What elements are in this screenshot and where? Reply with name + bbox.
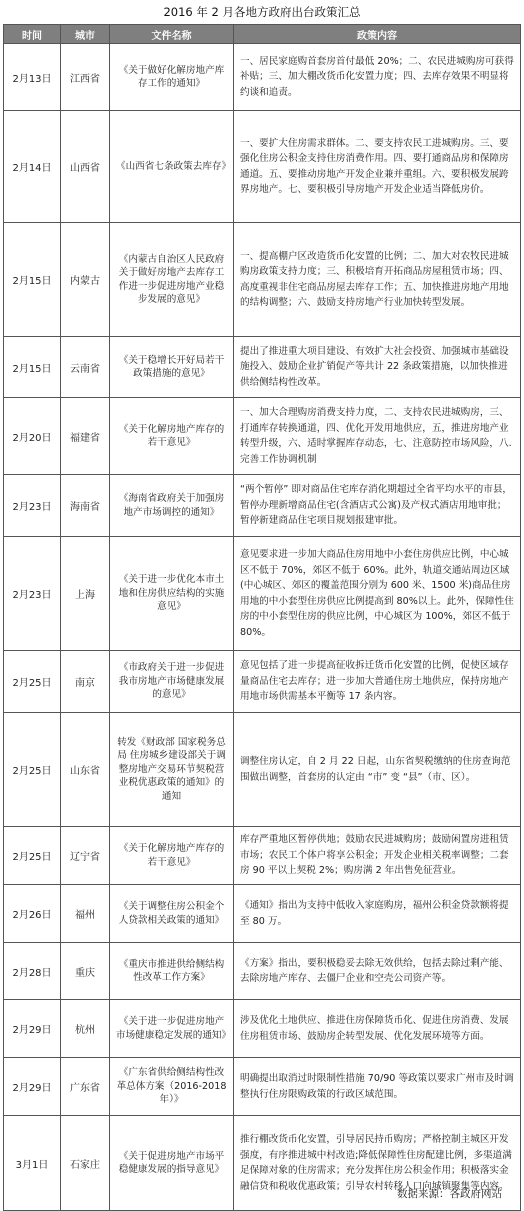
row-date: 2月20日 bbox=[4, 398, 61, 475]
table-row bbox=[4, 885, 521, 943]
table-header bbox=[4, 25, 521, 44]
document-name: 《关于促进房地产市场平稳健康发展的指导意见》 bbox=[118, 1150, 225, 1175]
table-row bbox=[4, 1058, 521, 1116]
row-content bbox=[234, 651, 521, 713]
row-city: 福州 bbox=[61, 885, 110, 943]
row-city: 石家庄 bbox=[61, 1116, 110, 1211]
row-document bbox=[110, 1000, 234, 1058]
row-content bbox=[234, 885, 521, 943]
policy-content: 推行棚改货币化安置，引导居民持币购房；严格控制主城区开发强度，有序推进城中村改造;降低保障性住房配建比例，多渠道满足保障对象的住房需求；充分发挥住房公积金作用；积极落实金融信贷和税收优惠政策；引导农村转移人口向城镇聚集等内容。 bbox=[240, 1134, 512, 1192]
policy-content: 意见要求进一步加大商品住房用地中小套住房供应比例，中心城区不低于 70%，郊区不低于 60%。此外，轨道交通站周边区域(中心城区、郊区的覆盖范围分别为 600 米、1500 米)商品住房用地的中小套型住房供应比例提高到 80%以上。此外，保障性住房的中小套型住房的供应比例，中心城区为 100%，郊区不低于 80%。 bbox=[240, 549, 514, 638]
row-content bbox=[234, 337, 521, 398]
document-name: 《关于化解房地产库存的若干意见》 bbox=[118, 843, 225, 868]
row-city: 云南省 bbox=[61, 337, 110, 398]
row-date: 2月23日 bbox=[4, 537, 61, 651]
row-date: 3月1日 bbox=[4, 1116, 61, 1211]
document-name: 《关于化解房地产库存的若干意见》 bbox=[118, 423, 225, 448]
row-city: 江西省 bbox=[61, 44, 110, 111]
row-date: 2月15日 bbox=[4, 223, 61, 337]
row-date: 2月26日 bbox=[4, 885, 61, 943]
table-row bbox=[4, 44, 521, 111]
row-city: 内蒙古 bbox=[61, 223, 110, 337]
row-document bbox=[110, 537, 234, 651]
policy-content: 《方案》指出，要积极稳妥去除无效供给，包括去除过剩产能、去除房地产库存、去僵尸企业和空壳公司资产等。 bbox=[240, 957, 509, 984]
row-city: 重庆 bbox=[61, 943, 110, 1000]
row-document bbox=[110, 1058, 234, 1116]
table-row bbox=[4, 1000, 521, 1058]
row-content bbox=[234, 537, 521, 651]
row-document bbox=[110, 713, 234, 827]
row-document bbox=[110, 44, 234, 111]
row-date: 2月25日 bbox=[4, 651, 61, 713]
row-city: 杭州 bbox=[61, 1000, 110, 1058]
row-document bbox=[110, 651, 234, 713]
row-city: 山西省 bbox=[61, 111, 110, 223]
table-body bbox=[4, 44, 521, 1211]
table-row bbox=[4, 827, 521, 885]
document-name: 《山西省七条政策去库存》 bbox=[116, 160, 232, 172]
row-document bbox=[110, 827, 234, 885]
table-row bbox=[4, 943, 521, 1000]
document-name: 《内蒙古自治区人民政府关于做好房地产去库存工作进一步促进房地产业稳步发展的意见》 bbox=[118, 253, 225, 305]
policy-content: 明确提出取消过时限制性措施 70/90 等政策以要求广州市及时调整执行住房限购政策的行政区域范围。 bbox=[240, 1073, 514, 1100]
page-title: 2016 年 2 月各地方政府出台政策汇总 bbox=[163, 5, 361, 19]
header-document: 文件名称 bbox=[110, 25, 234, 44]
row-content bbox=[234, 827, 521, 885]
row-document bbox=[110, 885, 234, 943]
row-document bbox=[110, 475, 234, 537]
row-city: 广东省 bbox=[61, 1058, 110, 1116]
policy-table bbox=[3, 24, 521, 1211]
policy-content: 提出了推进重大项目建设、有效扩大社会投资、加强城市基础设施投入、鼓励企业扩销促产等共计 22 条政策措施，以加快推进供给侧结构性改革。 bbox=[240, 345, 509, 388]
row-city: 福建省 bbox=[61, 398, 110, 475]
table-row bbox=[4, 651, 521, 713]
header-city: 城市 bbox=[61, 25, 110, 44]
table-row bbox=[4, 337, 521, 398]
row-document bbox=[110, 943, 234, 1000]
document-name: 《广东省供给侧结构性改革总体方案（2016-2018 年）》 bbox=[116, 1067, 227, 1106]
row-content bbox=[234, 398, 521, 475]
row-content bbox=[234, 44, 521, 111]
document-name: 《关于进一步优化本市土地和住房供应结构的实施意见》 bbox=[118, 574, 225, 613]
row-document bbox=[110, 398, 234, 475]
policy-content: 一、提高棚户区改造货币化安置的比例；二、加大对农牧民进城购房政策支持力度；三、积极培育开拓商品房屋租赁市场；四、高度重视非住宅商品房屋去库存工作；五、加快推进房地产用地的结构调整；六、鼓励支持房地产行业加快转型发展。 bbox=[240, 250, 509, 308]
document-name: 《关于调整住房公积金个人贷款相关政策的通知》 bbox=[118, 901, 225, 926]
document-name: 《关于做好化解房地产库存工作的通知》 bbox=[118, 64, 225, 89]
row-city: 山东省 bbox=[61, 713, 110, 827]
row-content bbox=[234, 475, 521, 537]
row-content bbox=[234, 1058, 521, 1116]
header-time: 时间 bbox=[4, 25, 61, 44]
row-content bbox=[234, 1000, 521, 1058]
document-name: 《市政府关于进一步促进我市房地产市场健康发展的意见》 bbox=[118, 662, 225, 701]
document-name: 《关于稳增长开好局若干政策措施的意见》 bbox=[118, 354, 225, 379]
row-document bbox=[110, 337, 234, 398]
document-name: 《海南省政府关于加强房地产市场调控的通知》 bbox=[118, 493, 225, 518]
table-row bbox=[4, 398, 521, 475]
policy-content: 一、要扩大住房需求群体。二、要支持农民工进城购房。三、要强化住房公积金支持住房消费作用。四、要打通商品房和保障房通道。五、要推动房地产开发企业兼并重组。六、要积极发展跨界房地产。七、要积极引导房地产开发企业适当降低房价。 bbox=[240, 137, 509, 195]
table-row bbox=[4, 537, 521, 651]
table-row bbox=[4, 223, 521, 337]
table-row bbox=[4, 713, 521, 827]
policy-content: 一、加大合理购房消费支持力度，二、支持农民进城购房，三、打通库存转换通道，四、优化开发用地供应，五，推进房地产业转型升级，六、适时掌握库存动态，七、注意防控市场风险，八.完善工作协调机制 bbox=[240, 407, 512, 465]
document-name: 《关于进一步促进房地产市场健康稳定发展的通知》 bbox=[116, 1016, 232, 1041]
document-name: 《重庆市推进供给侧结构性改革工作方案》 bbox=[118, 958, 225, 983]
row-document bbox=[110, 223, 234, 337]
row-city: 南京 bbox=[61, 651, 110, 713]
policy-content: 涉及优化土地供应、推进住房保障货币化、促进住房消费、发展住房租赁市场、鼓励房企转型发展、优化发展环境等方面。 bbox=[240, 1015, 509, 1042]
row-document bbox=[110, 1116, 234, 1211]
row-content bbox=[234, 713, 521, 827]
row-date: 2月13日 bbox=[4, 44, 61, 111]
row-date: 2月23日 bbox=[4, 475, 61, 537]
policy-content: “两个暂停” 即对商品住宅库存消化期超过全省平均水平的市县，暂停办理新增商品住宅(含酒店式公寓)及产权式酒店用地审批；暂停新建商品住宅项目规划报建审批。 bbox=[240, 484, 513, 527]
row-content bbox=[234, 943, 521, 1000]
row-city: 辽宁省 bbox=[61, 827, 110, 885]
row-date: 2月14日 bbox=[4, 111, 61, 223]
row-date: 2月28日 bbox=[4, 943, 61, 1000]
row-city: 海南省 bbox=[61, 475, 110, 537]
row-city: 上海 bbox=[61, 537, 110, 651]
row-document bbox=[110, 111, 234, 223]
policy-content: 意见包括了进一步提高征收拆迁货币化安置的比例，促使区域存量商品住宅去库存；进一步加大普通住房土地供应，保持房地产用地市场供需基本平衡等 17 条内容。 bbox=[240, 660, 509, 703]
policy-content: 调整住房认定，自 2 月 22 日起，山东省契税缴纳的住房查询范围做出调整，首套房的认定由 “市” 变 “县”（市、区）。 bbox=[240, 756, 511, 783]
row-date: 2月15日 bbox=[4, 337, 61, 398]
document-name: 转发《财政部 国家税务总局 住房城乡建设部关于调整房地产交易环节契税营业税优惠政策的通知》的通知 bbox=[117, 736, 226, 802]
row-content bbox=[234, 223, 521, 337]
row-date: 2月29日 bbox=[4, 1058, 61, 1116]
row-date: 2月25日 bbox=[4, 827, 61, 885]
table-row bbox=[4, 475, 521, 537]
row-content bbox=[234, 111, 521, 223]
policy-content: 一、居民家庭购首套房首付最低 20%；二、农民进城购房可获得补贴；三、加大棚改货币化安置力度；四、去库存效果不明显将约谈和追责。 bbox=[240, 55, 514, 98]
row-date: 2月29日 bbox=[4, 1000, 61, 1058]
data-source-note: 数据来源：各政府网站 bbox=[397, 1188, 502, 1200]
policy-content: 《通知》指出为支持中低收入家庭购房，福州公积金贷款额将提至 80 万。 bbox=[240, 900, 509, 927]
policy-content: 库存严重地区暂停供地；鼓励农民进城购房；鼓励闲置房进租赁市场；农民工个体户将享公积金；开发企业相关税率调整；二套房 90 平以上契税 2%；购房满 2 年出售免征营业。 bbox=[240, 834, 509, 877]
row-date: 2月25日 bbox=[4, 713, 61, 827]
header-content: 政策内容 bbox=[234, 25, 521, 44]
table-row bbox=[4, 111, 521, 223]
